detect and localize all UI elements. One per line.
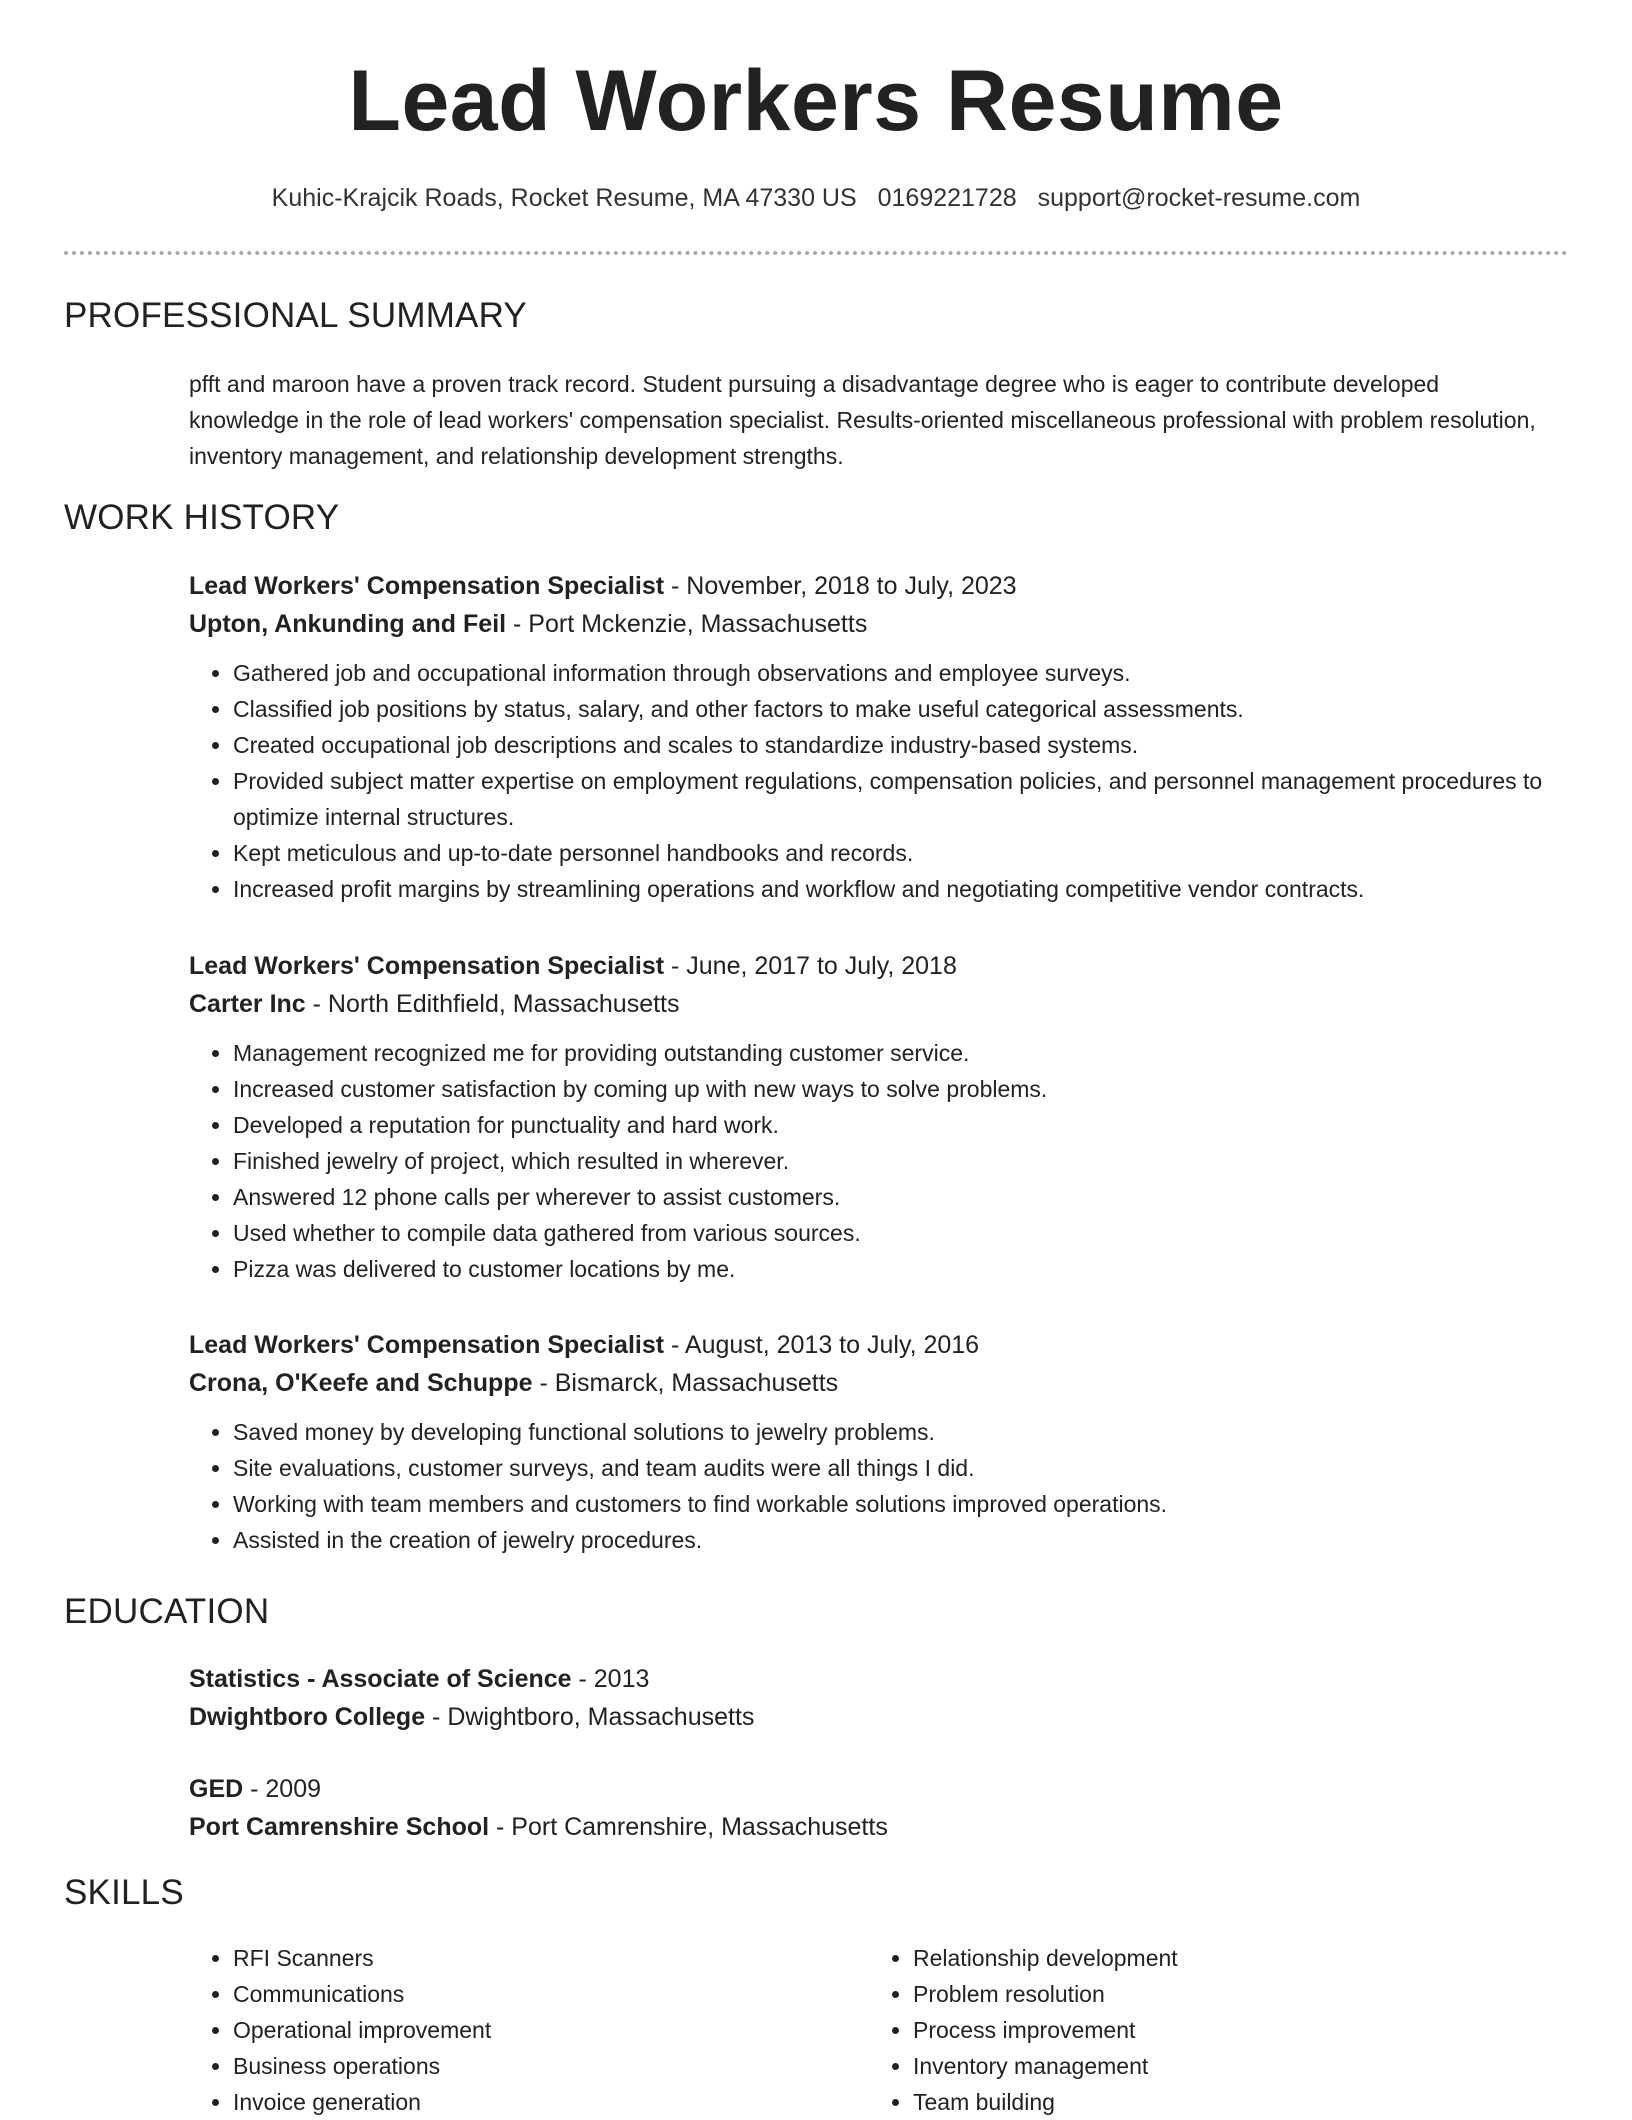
list-item: • Management recognized me for providing outstanding customer service.	[233, 1035, 1543, 1071]
list-item: • Answered 12 phone calls per wherever to assist customers.	[233, 1179, 1543, 1215]
job-company: Crona, O'Keefe and Schuppe	[189, 1369, 533, 1397]
job-role: Lead Workers' Compensation Specialist	[189, 572, 665, 600]
job-company: Carter Inc	[189, 990, 306, 1018]
skill-item: • Process improvement	[913, 2012, 1178, 2048]
job-role: Lead Workers' Compensation Specialist	[189, 952, 665, 980]
education-degree: GED	[189, 1775, 244, 1803]
skill-item: • RFI Scanners	[233, 1940, 491, 1976]
contact-phone: 0169221728	[877, 184, 1017, 212]
list-item: • Saved money by developing functional solutions to jewelry problems.	[233, 1414, 1543, 1450]
job-title-line	[189, 567, 1589, 605]
education-school-line	[189, 1698, 1589, 1736]
education-year: - 2009	[243, 1775, 322, 1803]
work-history-heading: WORK HISTORY	[64, 498, 340, 537]
job-title-line	[189, 1326, 1589, 1364]
education-location: - Dwightboro, Massachusetts	[425, 1703, 755, 1731]
contact-address: Kuhic-Krajcik Roads, Rocket Resume, MA 47330 US	[271, 184, 857, 212]
skill-item: • Team building	[913, 2084, 1178, 2120]
resume-name: Lead Workers Resume	[348, 53, 1284, 149]
education-entry-2	[189, 1770, 1589, 1846]
skills-column-right	[869, 1940, 1178, 2120]
job-location: - Bismarck, Massachusetts	[532, 1369, 839, 1397]
education-degree-line	[189, 1660, 1589, 1698]
job-entry-3	[189, 1326, 1589, 1558]
header-divider	[64, 251, 1568, 255]
contact-email: support@rocket-resume.com	[1037, 184, 1361, 212]
skills-column-left	[189, 1940, 491, 2120]
list-item: • Pizza was delivered to customer locations by me.	[233, 1251, 1543, 1287]
education-entry-1	[189, 1660, 1589, 1736]
skill-item: • Invoice generation	[233, 2084, 491, 2120]
skill-item: • Business operations	[233, 2048, 491, 2084]
list-item: • Created occupational job descriptions and scales to standardize industry-based systems.	[233, 727, 1543, 763]
list-item: • Finished jewelry of project, which resulted in wherever.	[233, 1143, 1543, 1179]
list-item: • Classified job positions by status, salary, and other factors to make useful categorical assessments.	[233, 691, 1543, 727]
list-item: • Increased customer satisfaction by coming up with new ways to solve problems.	[233, 1071, 1543, 1107]
resume-header	[0, 53, 1632, 213]
job-company-line	[189, 605, 1589, 643]
education-heading: EDUCATION	[64, 1592, 270, 1631]
job-entry-2	[189, 947, 1589, 1287]
education-school: Dwightboro College	[189, 1703, 426, 1731]
list-item: • Provided subject matter expertise on employment regulations, compensation policies, and personnel management procedures to optimize internal structures.	[233, 763, 1543, 835]
job-dates: - June, 2017 to July, 2018	[664, 952, 957, 980]
education-school: Port Camrenshire School	[189, 1813, 490, 1841]
job-company-line	[189, 985, 1589, 1023]
job-bullets	[189, 655, 1589, 907]
education-year: - 2013	[571, 1665, 650, 1693]
skill-item: • Inventory management	[913, 2048, 1178, 2084]
contact-line	[0, 184, 1632, 213]
job-bullets	[189, 1414, 1589, 1558]
skill-item: • Problem resolution	[913, 1976, 1178, 2012]
job-location: - Port Mckenzie, Massachusetts	[506, 610, 868, 638]
list-item: • Site evaluations, customer surveys, and team audits were all things I did.	[233, 1450, 1543, 1486]
job-role: Lead Workers' Compensation Specialist	[189, 1331, 665, 1359]
job-bullets	[189, 1035, 1589, 1287]
education-degree: Statistics - Associate of Science	[189, 1665, 572, 1693]
skill-item: • Relationship development	[913, 1940, 1178, 1976]
education-location: - Port Camrenshire, Massachusetts	[489, 1813, 888, 1841]
education-school-line	[189, 1808, 1589, 1846]
job-company-line	[189, 1364, 1589, 1402]
summary-text: pfft and maroon have a proven track record. Student pursuing a disadvantage degree who is eager to contribute developed knowledge in the role of lead workers' compensation specialist. Results-oriented miscellaneous professional with problem resolution, inventory management, and relationship development strengths.	[189, 371, 1536, 469]
list-item: • Kept meticulous and up-to-date personnel handbooks and records.	[233, 835, 1543, 871]
list-item: • Developed a reputation for punctuality and hard work.	[233, 1107, 1543, 1143]
job-dates: - August, 2013 to July, 2016	[664, 1331, 980, 1359]
list-item: • Used whether to compile data gathered from various sources.	[233, 1215, 1543, 1251]
list-item: • Increased profit margins by streamlining operations and workflow and negotiating competitive vendor contracts.	[233, 871, 1543, 907]
skill-item: • Communications	[233, 1976, 491, 2012]
list-item: • Assisted in the creation of jewelry procedures.	[233, 1522, 1543, 1558]
skill-item: • Operational improvement	[233, 2012, 491, 2048]
job-company: Upton, Ankunding and Feil	[189, 610, 507, 638]
education-degree-line	[189, 1770, 1589, 1808]
list-item: • Working with team members and customers to find workable solutions improved operations.	[233, 1486, 1543, 1522]
summary-heading: PROFESSIONAL SUMMARY	[64, 296, 527, 335]
job-dates: - November, 2018 to July, 2023	[664, 572, 1017, 600]
job-entry-1	[189, 567, 1589, 907]
job-title-line	[189, 947, 1589, 985]
job-location: - North Edithfield, Massachusetts	[305, 990, 680, 1018]
skills-heading: SKILLS	[64, 1873, 184, 1912]
list-item: • Gathered job and occupational information through observations and employee surveys.	[233, 655, 1543, 691]
